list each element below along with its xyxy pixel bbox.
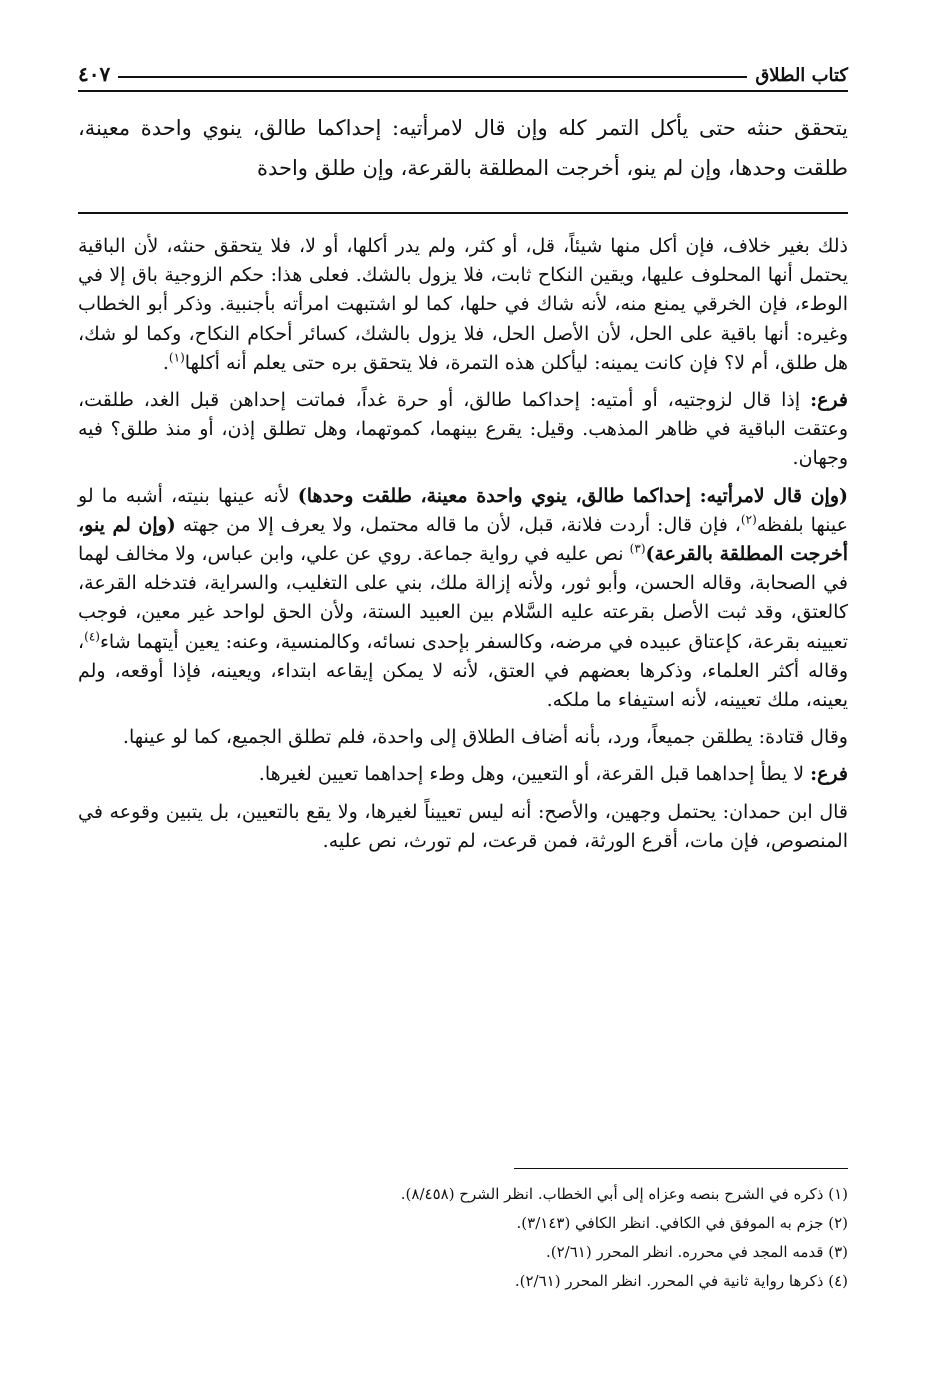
footnotes: [96, 1180, 848, 1296]
header-rule: [78, 90, 848, 92]
commentary-paragraph-5: [78, 760, 848, 789]
text-separator-rule: [78, 212, 848, 214]
running-header: [78, 46, 848, 86]
commentary-paragraph-1: [78, 232, 848, 378]
footnote-rule: [514, 1168, 848, 1169]
commentary-text: .: [162, 351, 169, 374]
header-leader-line: [118, 76, 747, 78]
quoted-main-text: (وإن لم ينو، أخرجت المطلقة بالقرعة): [78, 513, 848, 566]
quoted-main-text: (وإن قال لامرأتيه: إحداكما طالق، ينوي واحدة معينة، طلقت وحدها): [297, 484, 849, 507]
commentary-paragraph-3: [78, 482, 848, 716]
footnote-3: (٣) قدمه المجد في محرره. انظر المحرر (٢/٦١).: [545, 1243, 848, 1261]
chapter-title: كتاب الطلاق: [755, 65, 848, 86]
footnote-ref-4[interactable]: (٤): [84, 629, 100, 644]
commentary-text: ، فإن قال: أردت فلانة، قبل، لأن ما قاله محتمل، ولا يعرف إلا من جهته: [182, 513, 741, 536]
commentary-paragraph-6: قال ابن حمدان: يحتمل وجهين، والأصح: أنه ليس تعييناً لغيرها، ولا يقع بالتعيين، بل يتبين وقوعه في المنصوص، فإن مات، أقرع الورثة، فمن قرعت، لم تورث، نص عليه.: [78, 800, 848, 852]
commentary-text: ذلك بغير خلاف، فإن أكل منها شيئاً، قل، أو كثر، ولم يدر أكلها، أو لا، فلا يتحقق حنثه، لأن الباقية يحتمل أنها المحلوف عليها، ويقين النكاح ثابت، فلا يزول بالشك. فعلى هذا: حكم الزوجية باق إلا في الوطء، فإن الخرقي يمنع منه، لأنه شاك في حلها، كما لو اشتبهت امرأته بأجنبية. وذكر أبو الخطاب وغيره: أنها باقية على الحل، لأن الأصل الحل، فلا يزول بالشك، كسائر أحكام النكاح، وكما لو شك، هل طلق، أم لا؟ فإن كانت يمينه: ليأكلن هذه التمرة، فلا يتحقق بره حتى يعلم أنه أكلها: [78, 235, 848, 374]
footnote-ref-2[interactable]: (٢): [740, 512, 757, 527]
commentary: [78, 232, 848, 856]
commentary-text: ، وقاله أكثر العلماء، وذكرها بعضهم في العتق، لأنه لا يمكن إيقاعه ابتداء، ويعينه، فإذا أوقعه، ولم يعينه، ملك تعيينه، لأنه استيفاء ما ملكه.: [78, 630, 848, 712]
commentary-paragraph-4: وقال قتادة: يطلقن جميعاً، ورد، بأنه أضاف الطلاق إلى واحدة، فلم تطلق الجميع، كما لو عينها.: [122, 726, 848, 749]
footnote-4: (٤) ذكرها رواية ثانية في المحرر. انظر المحرر (٢/٦١).: [514, 1272, 848, 1290]
branch-label: فرع:: [810, 389, 848, 412]
footnote-1: (١) ذكره في الشرح بنصه وعزاه إلى أبي الخطاب. انظر الشرح (٨/٤٥٨).: [400, 1185, 848, 1203]
commentary-text: لا يطأ إحداهما قبل القرعة، أو التعيين، وهل وطء إحداهما تعيين لغيرها.: [258, 763, 805, 786]
branch-label: فرع:: [810, 763, 848, 786]
footnote-ref-1[interactable]: (١): [168, 350, 185, 365]
main-text: [78, 108, 848, 188]
commentary-text: نص عليه في رواية جماعة. روي عن علي، وابن عباس، ولا مخالف لهما في الصحابة، وقاله الحسن، وأبو ثور، ولأنه إزالة ملك، بني على التغليب، والسراية، فتدخله القرعة، كالعتق، وقد ثبت الأصل بقرعته عليه السَّلام بين العبيد الستة، ولأن الحق لواحد غير معين، فوجب تعيينه بقرعة، كإعتاق عبيده في مرضه، وكالسفر بإحدى نسائه، وكالمنسية، وعنه: يعين أيتهما شاء: [78, 543, 848, 653]
commentary-paragraph-2: [78, 386, 848, 474]
main-text-paragraph: يتحقق حنثه حتى يأكل التمر كله وإن قال لامرأتيه: إحداكما طالق، ينوي واحدة معينة، طلقت وحدها، وإن لم ينو، أخرجت المطلقة بالقرعة، وإن طلق واحدة: [78, 116, 848, 180]
commentary-text: لأنه عينها بنيته، أشبه ما لو عينها بلفظه: [78, 484, 848, 536]
commentary-text: إذا قال لزوجتيه، أو أمتيه: إحداكما طالق، أو حرة غداً، فماتت إحداهن قبل الغد، طلقت، وعتقت الباقية في ظاهر المذهب. وقيل: يقرع بينهما، كموتهما، وهل تطلق إذن، أو منذ طلق؟ فيه وجهان.: [78, 389, 848, 470]
footnote-2: (٢) جزم به الموفق في الكافي. انظر الكافي (٣/١٤٣).: [516, 1214, 848, 1232]
page-number: ٤٠٧: [78, 62, 111, 86]
footnote-ref-3[interactable]: (٣): [629, 541, 646, 556]
